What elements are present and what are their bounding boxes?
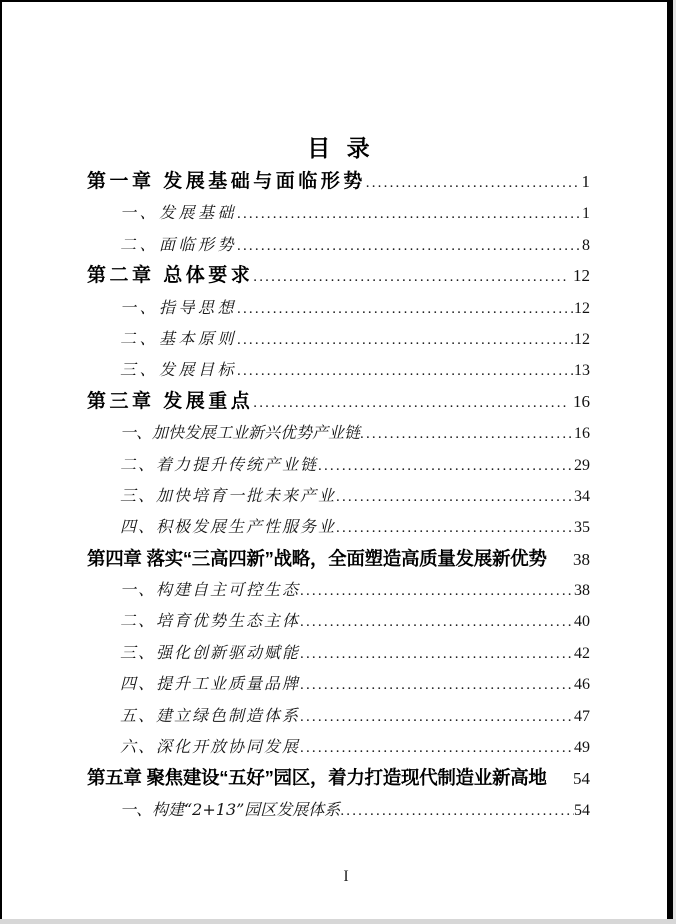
toc-entry-label: 五、建立绿色制造体系 xyxy=(120,705,301,725)
toc-entry-label: 二、着力提升传统产业链 xyxy=(120,454,319,474)
toc-entry-label: 三、加快培育一批未来产业 xyxy=(120,485,337,505)
toc-entry-page: 49 xyxy=(574,739,590,757)
dot-leader xyxy=(253,388,568,419)
toc-entry-page: 54 xyxy=(574,801,590,819)
toc-entry-label: 一、发展基础 xyxy=(120,203,238,223)
toc-entry-label: 二、面临形势 xyxy=(120,234,238,254)
dot-leader xyxy=(360,419,574,450)
toc-entry-page: 13 xyxy=(574,362,590,380)
toc-entry-label: 一、构建自主可控生态 xyxy=(120,580,301,600)
dot-leader xyxy=(366,168,577,199)
dot-leader xyxy=(300,607,574,638)
toc-entry xyxy=(87,543,590,574)
dot-leader xyxy=(336,482,574,513)
toc-entry-page: 12 xyxy=(574,299,590,317)
toc-entry xyxy=(87,386,590,417)
toc-entry-page: 12 xyxy=(574,330,590,348)
toc-entry-page: 34 xyxy=(574,487,590,505)
toc-entry-page: 47 xyxy=(574,707,590,725)
toc-entry-label: 四、提升工业质量品牌 xyxy=(120,674,301,694)
toc-entry xyxy=(87,731,590,762)
toc-entry-label: 三、强化创新驱动赋能 xyxy=(120,642,301,662)
toc-entry-label: 一、加快发展工业新兴优势产业链 xyxy=(120,423,361,443)
toc-entry-label: 第四章 落实“三高四新”战略，全面塑造高质量发展新优势 xyxy=(87,547,547,569)
dot-leader xyxy=(300,639,574,670)
dot-leader xyxy=(237,356,574,387)
toc-entry-page: 12 xyxy=(573,266,590,286)
toc-entry-label: 一、指导思想 xyxy=(120,297,238,317)
toc-entry-page: 54 xyxy=(573,769,590,789)
page-title: 目 录 xyxy=(307,135,370,161)
toc-entry xyxy=(87,197,590,228)
toc-entry-page: 29 xyxy=(574,456,590,474)
toc-entry-page: 8 xyxy=(582,236,590,254)
toc-entry xyxy=(87,637,590,668)
toc-entry-page: 38 xyxy=(574,582,590,600)
toc-entry xyxy=(87,605,590,636)
toc-entry-label: 第三章 发展重点 xyxy=(87,390,254,412)
scan-shadow-bottom xyxy=(0,919,676,924)
dot-leader xyxy=(300,702,574,733)
toc-entry-page: 40 xyxy=(574,613,590,631)
toc-entry xyxy=(87,511,590,542)
scan-edge-right-bar xyxy=(667,0,673,919)
dot-leader xyxy=(237,199,582,230)
toc-entry-label: 六、深化开放协同发展 xyxy=(120,737,301,757)
dot-leader xyxy=(318,451,574,482)
toc-entry-page: 1 xyxy=(582,205,590,223)
toc-entry-label: 二、基本原则 xyxy=(120,328,238,348)
toc-entry xyxy=(87,417,590,448)
toc-entry-page: 46 xyxy=(574,676,590,694)
dot-leader xyxy=(300,576,574,607)
toc-entry xyxy=(87,292,590,323)
toc-entry xyxy=(87,166,590,197)
toc-entry xyxy=(87,229,590,260)
toc-entry-label: 三、发展目标 xyxy=(120,360,238,380)
toc-entry xyxy=(87,762,590,793)
toc-entry xyxy=(87,700,590,731)
toc-entry-page: 42 xyxy=(574,644,590,662)
scan-edge-left xyxy=(0,0,2,924)
dot-leader xyxy=(340,796,574,827)
dot-leader xyxy=(300,670,574,701)
dot-leader xyxy=(336,513,574,544)
dot-leader xyxy=(300,733,574,764)
toc-entry-page: 16 xyxy=(574,425,590,443)
toc-entry-label: 四、积极发展生产性服务业 xyxy=(120,517,337,537)
toc-entry-label: 第一章 发展基础与面临形势 xyxy=(87,171,366,192)
dot-leader xyxy=(253,262,568,293)
toc-entry-label: 第五章 聚焦建设“五好”园区，着力打造现代制造业新高地 xyxy=(87,767,547,789)
toc-entry xyxy=(87,668,590,699)
dot-leader xyxy=(237,294,574,325)
toc-entry-label: 一、构建“2+13”园区发展体系 xyxy=(120,799,341,819)
toc-entry xyxy=(87,354,590,385)
toc-entry xyxy=(87,480,590,511)
dot-leader xyxy=(237,325,574,356)
dot-leader xyxy=(237,231,582,262)
toc-entry-label: 第二章 总体要求 xyxy=(87,265,254,287)
toc-entry-page: 35 xyxy=(574,519,590,537)
toc-entry xyxy=(87,260,590,291)
footer-page-number: I xyxy=(343,868,349,885)
toc-entry xyxy=(87,574,590,605)
toc-list xyxy=(87,166,590,825)
toc-entry-label: 二、培育优势生态主体 xyxy=(120,611,301,631)
toc-entry xyxy=(87,323,590,354)
toc-entry-page: 16 xyxy=(573,391,590,411)
toc-entry-page: 38 xyxy=(573,549,590,569)
toc-entry-page: 1 xyxy=(581,172,590,191)
toc-entry xyxy=(87,794,590,825)
toc-entry xyxy=(87,449,590,480)
scan-edge-top xyxy=(0,0,676,2)
